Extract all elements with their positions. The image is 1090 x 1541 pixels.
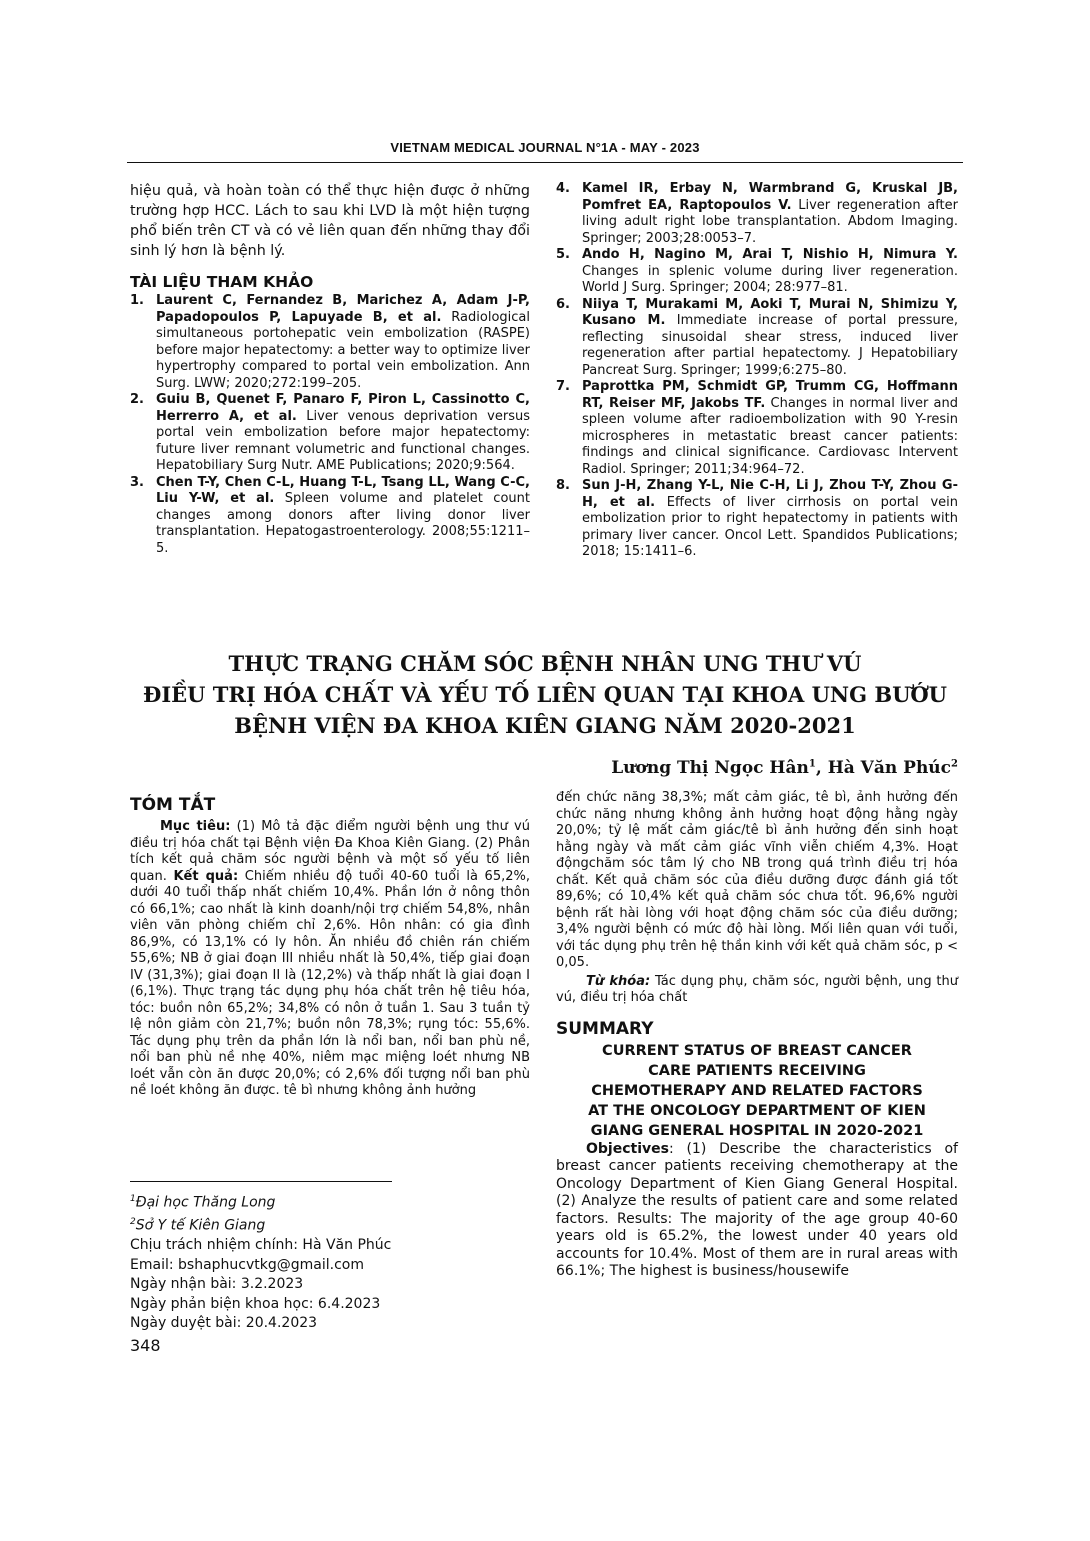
reference-body — [156, 293, 530, 392]
article-title-line: ĐIỀU TRỊ HÓA CHẤT VÀ YẾU TỐ LIÊN QUAN TẠI KHOA UNG BƯỚU — [143, 682, 947, 707]
reference-text: Liver venous deprivation versus portal vein embolization before major hepatectomy: future liver remnant volumetric and functional changes. Hepatobiliary Surg Nutr. AME Publications; 2020;9:564. — [156, 408, 530, 473]
affiliation-name: Đại học Thăng Long — [135, 1194, 276, 1211]
reference-number: 6. — [556, 296, 570, 312]
reference-body — [156, 475, 530, 558]
reference-text: Radiological simultaneous portohepatic vein embolization (RASPE) before major hepatectomy: a better way to optimize liver hypertrophy compared to portal vein embolization. Ann Surg. LWW; 2020;272:199–205. — [156, 309, 530, 391]
accepted-date: Ngày duyệt bài: 20.4.2023 — [130, 1315, 318, 1332]
author-separator: , — [815, 758, 828, 778]
reference-body — [582, 297, 958, 380]
reference-number: 7. — [556, 379, 570, 394]
reference-text: Effects of liver cirrhosis on portal vein embolization prior to right hepatectomy in patients with primary liver cancer. Oncol Lett. Spandidos Publications; 2018; 15:1411–6. — [582, 494, 958, 559]
reference-item — [556, 379, 958, 478]
english-title-line: CHEMOTHERAPY AND RELATED FACTORS — [591, 1082, 923, 1099]
reference-number: 4. — [556, 181, 570, 196]
reference-text: Liver regeneration after living adult right lobe transplantation. Abdom Imaging. Springer; 2003;28:0053–7. — [582, 197, 958, 246]
keywords-text: Tác dụng phụ, chăm sóc, người bệnh, ung thư vú, điều trị hóa chất — [556, 973, 958, 1005]
affiliation-2 — [130, 1213, 530, 1236]
abstract-text — [130, 819, 530, 1100]
english-abstract-text — [556, 1141, 958, 1281]
reference-authors: Sun J-H, Zhang Y-L, Nie C-H, Li J, Zhou T-Y, Zhou G-H, et al. — [582, 478, 958, 510]
reference-number: 3. — [130, 474, 144, 490]
article-title-line: THỰC TRẠNG CHĂM SÓC BỆNH NHÂN UNG THƯ VÚ — [228, 651, 862, 676]
english-title-line: CARE PATIENTS RECEIVING — [648, 1062, 866, 1079]
reference-authors: Niiya T, Murakami M, Aoki T, Murai N, Shimizu Y, Kusano M. — [582, 296, 958, 328]
keywords-label: Từ khóa: — [586, 973, 651, 989]
reference-list-right — [556, 181, 958, 561]
reference-number: 5. — [556, 247, 570, 262]
footnote-rule — [130, 1181, 392, 1182]
reference-body — [582, 379, 958, 478]
english-title-line: AT THE ONCOLOGY DEPARTMENT OF KIEN — [588, 1102, 926, 1119]
abstract-left — [130, 795, 530, 1100]
journal-header: VIETNAM MEDICAL JOURNAL N°1A - MAY - 2023 — [390, 140, 700, 155]
reference-body — [582, 478, 958, 561]
footnotes — [130, 1190, 530, 1334]
corresponding-author: Chịu trách nhiệm chính: Hà Văn Phúc — [130, 1237, 392, 1254]
english-objectives-text: : (1) Describe the characteristics of breast cancer patients receiving chemotherapy at the Oncology Department of Kien Giang General Hospital. (2) Analyze the results of patient care and some related factors. Results: The majority of the age group 40-60 years old is 65.2%, the lowest under 40 years old accounts for 10.4%. Most of them are in rural areas with 66.1%; The highest is business/housewife — [556, 1140, 958, 1279]
reference-item — [556, 478, 958, 561]
reference-body — [156, 392, 530, 475]
author-affiliation-mark: 2 — [951, 758, 958, 770]
reference-item — [130, 392, 530, 475]
english-title-line: CURRENT STATUS OF BREAST CANCER — [602, 1042, 912, 1059]
reference-number: 2. — [130, 392, 144, 407]
author-name: Lương Thị Ngọc Hân — [611, 758, 809, 778]
reference-authors: Laurent C, Fernandez B, Marichez A, Adam J-P, Papadopoulos P, Lapuyade B, et al. — [156, 293, 530, 325]
reference-text: Changes in normal liver and spleen volume after radioembolization with 90 Y-resin microspheres in metastatic breast cancer patients: findings and clinical significance. Cardiovasc Intervent Radiol. Springer; 2011;34:964–72. — [582, 395, 958, 477]
references-title: TÀI LIỆU THAM KHẢO — [130, 273, 314, 291]
author-name: Hà Văn Phúc — [827, 758, 952, 778]
english-title — [556, 1041, 958, 1141]
reference-item — [556, 297, 958, 380]
reference-text: Spleen volume and platelet count changes among donors after living donor liver transplantation. Hepatogastroenterology. 2008;55:1211–5. — [156, 491, 530, 556]
affiliation-name: Sở Y tế Kiên Giang — [135, 1217, 266, 1234]
review-date: Ngày phản biện khoa học: 6.4.2023 — [130, 1295, 381, 1312]
reference-list-left — [130, 293, 530, 557]
page-number: 348 — [130, 1336, 161, 1355]
reference-text: Immediate increase of portal pressure, reflecting sinusoidal shear stress, induced liver regeneration after partial hepatectomy. J Hepatobiliary Pancreat Surg. Springer; 1999;6:275–80. — [582, 313, 958, 378]
reference-body — [582, 181, 958, 247]
article-title — [127, 648, 963, 741]
reference-authors: Ando H, Nagino M, Arai T, Nishio H, Nimura Y. — [582, 247, 958, 262]
reference-number: 8. — [556, 478, 570, 493]
summary-title: SUMMARY — [556, 1018, 654, 1039]
results-label: Kết quả: — [173, 868, 239, 884]
header-rule — [127, 162, 963, 163]
reference-item — [556, 181, 958, 247]
reference-authors: Paprottka PM, Schmidt GP, Trumm CG, Hoffmann RT, Reiser MF, Jakobs TF. — [582, 379, 958, 411]
article-title-line: BỆNH VIỆN ĐA KHOA KIÊN GIANG NĂM 2020-2021 — [234, 713, 856, 738]
reference-authors: Kamel IR, Erbay N, Warmbrand G, Kruskal JB, Pomfret EA, Raptopoulos V. — [582, 181, 958, 213]
corresponding-email: Email: bshaphucvtkg@gmail.com — [130, 1256, 364, 1273]
affiliation-1 — [130, 1190, 530, 1213]
results-text: Chiếm nhiều độ tuổi 40-60 tuổi là 65,2%, dưới 40 tuổi thấp nhất chiếm 10,4%. Phần lớn ở nông thôn có 66,1%; cao nhất là kinh doanh/nội trợ chiếm 54,8%, nhân viên văn phòng chiếm chỉ 2,6%. Hôn nhân: có gia đình 86,9%, có 13,1% có ly hôn. Ăn nhiều đồ chiên rán chiếm 55,6%; NB ở giai đoạn III nhiều nhất là 50,4%, tiếp giai đoạn IV (31,3%); giai đoạn II là (12,2%) và thấp nhất là giai đoạn I (6,1%). Thực trạng tác dụng phụ hóa chất trên hệ tiêu hóa, tóc: buồn nôn 65,2%; 34,8% có nôn ở tuần 1. Sau 3 tuần tỷ lệ nôn giảm còn 21,7%; buồn nôn 78,3%; rụng tóc: 55,6%. Tác dụng phụ trên da phần lớn là nổi ban, nổi ban phù nề, nổi ban phù nề nhẹ 40%, niêm mạc miệng loét nhưng NB loét vẫn còn ăn được 20,0%; có 2,6% đối tượng nổi ban phù nề loét không ăn được. tê bì nhưng không ảnh hưởng — [130, 868, 530, 1098]
abstract-right — [556, 790, 958, 1281]
abstract-title: TÓM TẮT — [130, 795, 216, 815]
author-affiliation-mark: 1 — [808, 758, 816, 770]
reference-item — [556, 247, 958, 297]
keywords — [556, 974, 958, 1007]
reference-item — [130, 475, 530, 558]
english-objectives-label: Objectives — [586, 1140, 669, 1157]
english-title-line: GIANG GENERAL HOSPITAL IN 2020-2021 — [590, 1122, 924, 1139]
previous-article-right — [556, 181, 958, 561]
reference-body — [582, 247, 958, 297]
reference-item — [130, 293, 530, 392]
affiliation-mark: 2 — [130, 1217, 136, 1228]
received-date: Ngày nhận bài: 3.2.2023 — [130, 1276, 304, 1293]
previous-article-left — [130, 181, 530, 557]
affiliation-mark: 1 — [130, 1194, 136, 1204]
objectives-text: (1) Mô tả đặc điểm người bệnh ung thư vú điều trị hóa chất tại Bệnh viện Đa Khoa Kiên Giang. (2) Phân tích kết quả chăm sóc người bệnh và một số yếu tố liên quan. — [130, 819, 530, 884]
reference-text: Changes in splenic volume during liver regeneration. World J Surg. Springer; 2004; 28:977–81. — [582, 263, 958, 295]
objectives-label: Mục tiêu: — [160, 819, 231, 834]
previous-conclusion-text: hiệu quả, và hoàn toàn có thể thực hiện được ở những trường hợp HCC. Lách to sau khi LVD là một hiện tượng phổ biến trên CT và có vẻ liên quan đến những thay đổi sinh lý hơn là bệnh lý. — [130, 183, 530, 259]
article-authors — [556, 758, 958, 778]
reference-authors: Chen T-Y, Chen C-L, Huang T-L, Tsang LL, Wang C-C, Liu Y-W, et al. — [156, 474, 530, 506]
reference-number: 1. — [130, 293, 144, 308]
reference-authors: Guiu B, Quenet F, Panaro F, Piron L, Cassinotto C, Herrerro A, et al. — [156, 392, 530, 424]
results-continued: đến chức năng 38,3%; mất cảm giác, tê bì, ảnh hưởng đến chức năng nhưng không ảnh hưởng hoạt động hằng ngày 20,0%; tỷ lệ mất cảm giác/tê bì ảnh hưởng đến sinh hoạt hằng ngày và mất cảm giác vĩnh viễn chiếm 4,3%. Hoạt độngchăm sóc tâm lý cho NB trong quá trình điều trị hóa chất. Kết quả chăm sóc của điều dưỡng được đánh giá tốt 89,6%; có 10,4% kết quả chăm sóc chưa tốt. 96,6% người bệnh rất hài lòng với hoạt động chăm sóc của điều dưỡng; 3,4% người bệnh có mức độ hài lòng. Mối liên quan với tuổi, với tác dụng phụ trên hệ thần kinh với kết quả chăm sóc, p < 0,05. — [556, 790, 958, 970]
